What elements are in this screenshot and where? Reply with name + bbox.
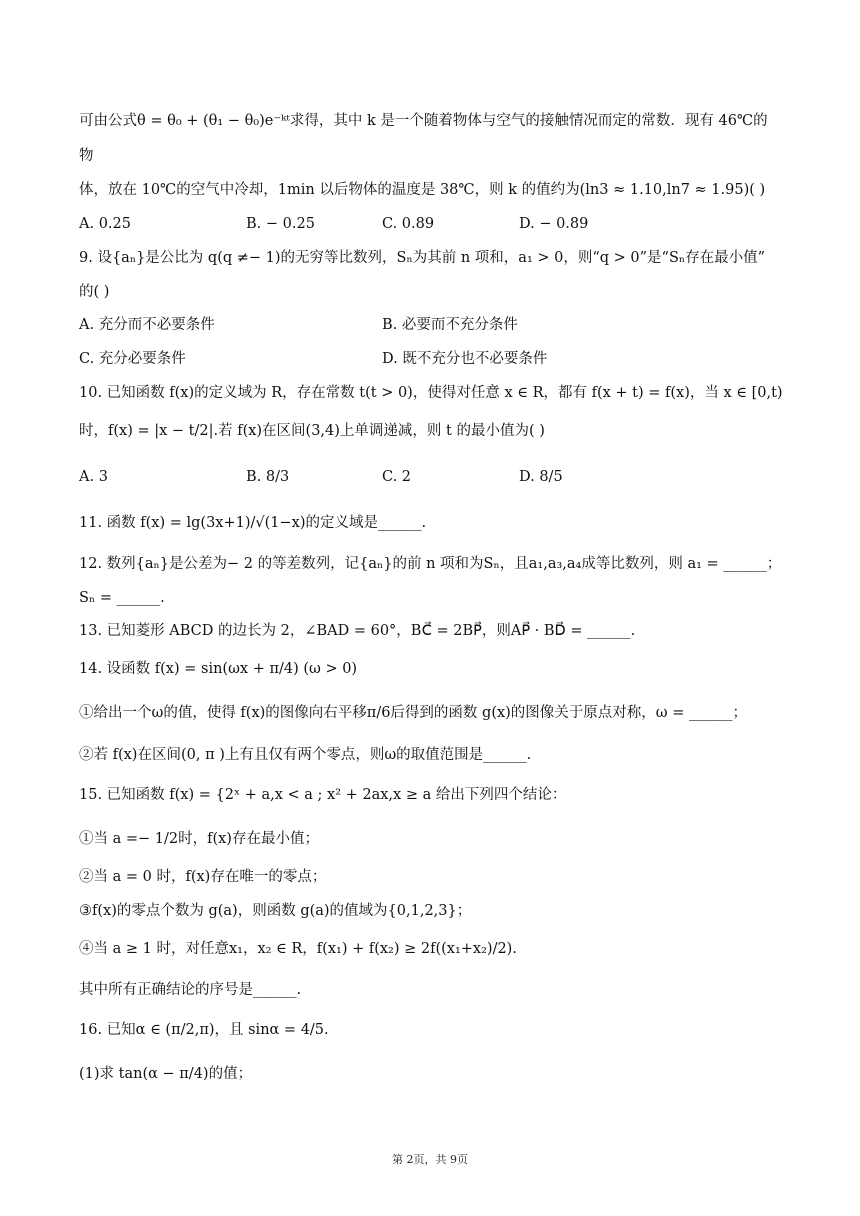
q9-option-b: B. 必要而不充分条件 xyxy=(382,317,518,333)
q16-line-1: 16. 已知α ∈ (π/2,π)，且 sinα = 4/5. xyxy=(79,1022,329,1038)
q15-conclusion-3: ③f(x)的零点个数为 g(a)，则函数 g(a)的值域为{0,1,2,3}； xyxy=(79,903,472,919)
q14-line-2: ①给出一个ω的值，使得 f(x)的图像向右平移π/6后得到的函数 g(x)的图像关于原点对称，ω = ______； xyxy=(79,705,748,721)
q9-line-1: 9. 设{aₙ}是公比为 q(q ≠− 1)的无穷等比数列，Sₙ为其前 n 项和，a₁ > 0，则“q > 0”是“Sₙ存在最小值” xyxy=(79,250,766,266)
q9-line-2: 的( ) xyxy=(79,284,110,300)
q8-option-c: C. 0.89 xyxy=(382,216,435,232)
q8-line-3: 体，放在 10℃的空气中冷却，1min 以后物体的温度是 38℃，则 k 的值约为(ln3 ≈ 1.10,ln7 ≈ 1.95)( ) xyxy=(79,182,766,198)
q8-option-d: D. − 0.89 xyxy=(519,216,589,232)
q13-line-1: 13. 已知菱形 ABCD 的边长为 2，∠BAD = 60°，BC⃗ = 2BP⃗，则AP⃗ · BD⃗ = ______. xyxy=(79,623,636,639)
q15-conclusion-2: ②当 a = 0 时，f(x)存在唯一的零点； xyxy=(79,869,327,885)
q10-line-1: 10. 已知函数 f(x)的定义域为 R，存在常数 t(t > 0)，使得对任意 x ∈ R，都有 f(x + t) = f(x)，当 x ∈ [0,t) xyxy=(79,385,783,401)
q9-option-d: D. 既不充分也不必要条件 xyxy=(382,351,548,367)
q16-part-1: (1)求 tan(α − π/4)的值； xyxy=(79,1066,253,1082)
q11-line-1: 11. 函数 f(x) = lg(3x+1)/√(1−x)的定义域是______. xyxy=(79,515,427,531)
q15-conclusion-1: ①当 a =− 1/2时，f(x)存在最小值； xyxy=(79,831,319,847)
q14-line-1: 14. 设函数 f(x) = sin(ωx + π/4) (ω > 0) xyxy=(79,661,358,677)
q14-line-3: ②若 f(x)在区间(0, π )上有且仅有两个零点，则ω的取值范围是______. xyxy=(79,747,532,763)
q8-option-b: B. − 0.25 xyxy=(246,216,315,232)
q10-option-d: D. 8/5 xyxy=(519,469,563,485)
q15-conclusion-4: ④当 a ≥ 1 时，对任意x₁，x₂ ∈ R，f(x₁) + f(x₂) ≥ 2f((x₁+x₂)/2). xyxy=(79,941,517,957)
page-number-footer: 第 2页，共 9页 xyxy=(392,1153,468,1166)
q10-option-c: C. 2 xyxy=(382,469,412,485)
q9-option-a: A. 充分而不必要条件 xyxy=(79,317,215,333)
q9-option-c: C. 充分必要条件 xyxy=(79,351,186,367)
q15-line-end: 其中所有正确结论的序号是______. xyxy=(79,982,302,998)
q8-line-2: 物 xyxy=(79,148,94,164)
q8-option-a: A. 0.25 xyxy=(79,216,131,232)
q10-option-b: B. 8/3 xyxy=(246,469,290,485)
q12-line-1: 12. 数列{aₙ}是公差为− 2 的等差数列，记{aₙ}的前 n 项和为Sₙ，且a₁,a₃,a₄成等比数列，则 a₁ = ______； xyxy=(79,556,782,572)
q15-line-1: 15. 已知函数 f(x) = {2ˣ + a,x < a ; x² + 2ax,x ≥ a 给出下列四个结论： xyxy=(79,787,567,803)
q10-line-2: 时，f(x) = |x − t/2|.若 f(x)在区间(3,4)上单调递减，则 t 的最小值为( ) xyxy=(79,423,545,439)
q12-line-2: Sₙ = ______. xyxy=(79,590,165,606)
q8-line-1: 可由公式θ = θ₀ + (θ₁ − θ₀)e⁻ᵏᵗ求得，其中 k 是一个随着物体与空气的接触情况而定的常数．现有 46℃的 xyxy=(79,113,768,129)
q10-option-a: A. 3 xyxy=(79,469,108,485)
